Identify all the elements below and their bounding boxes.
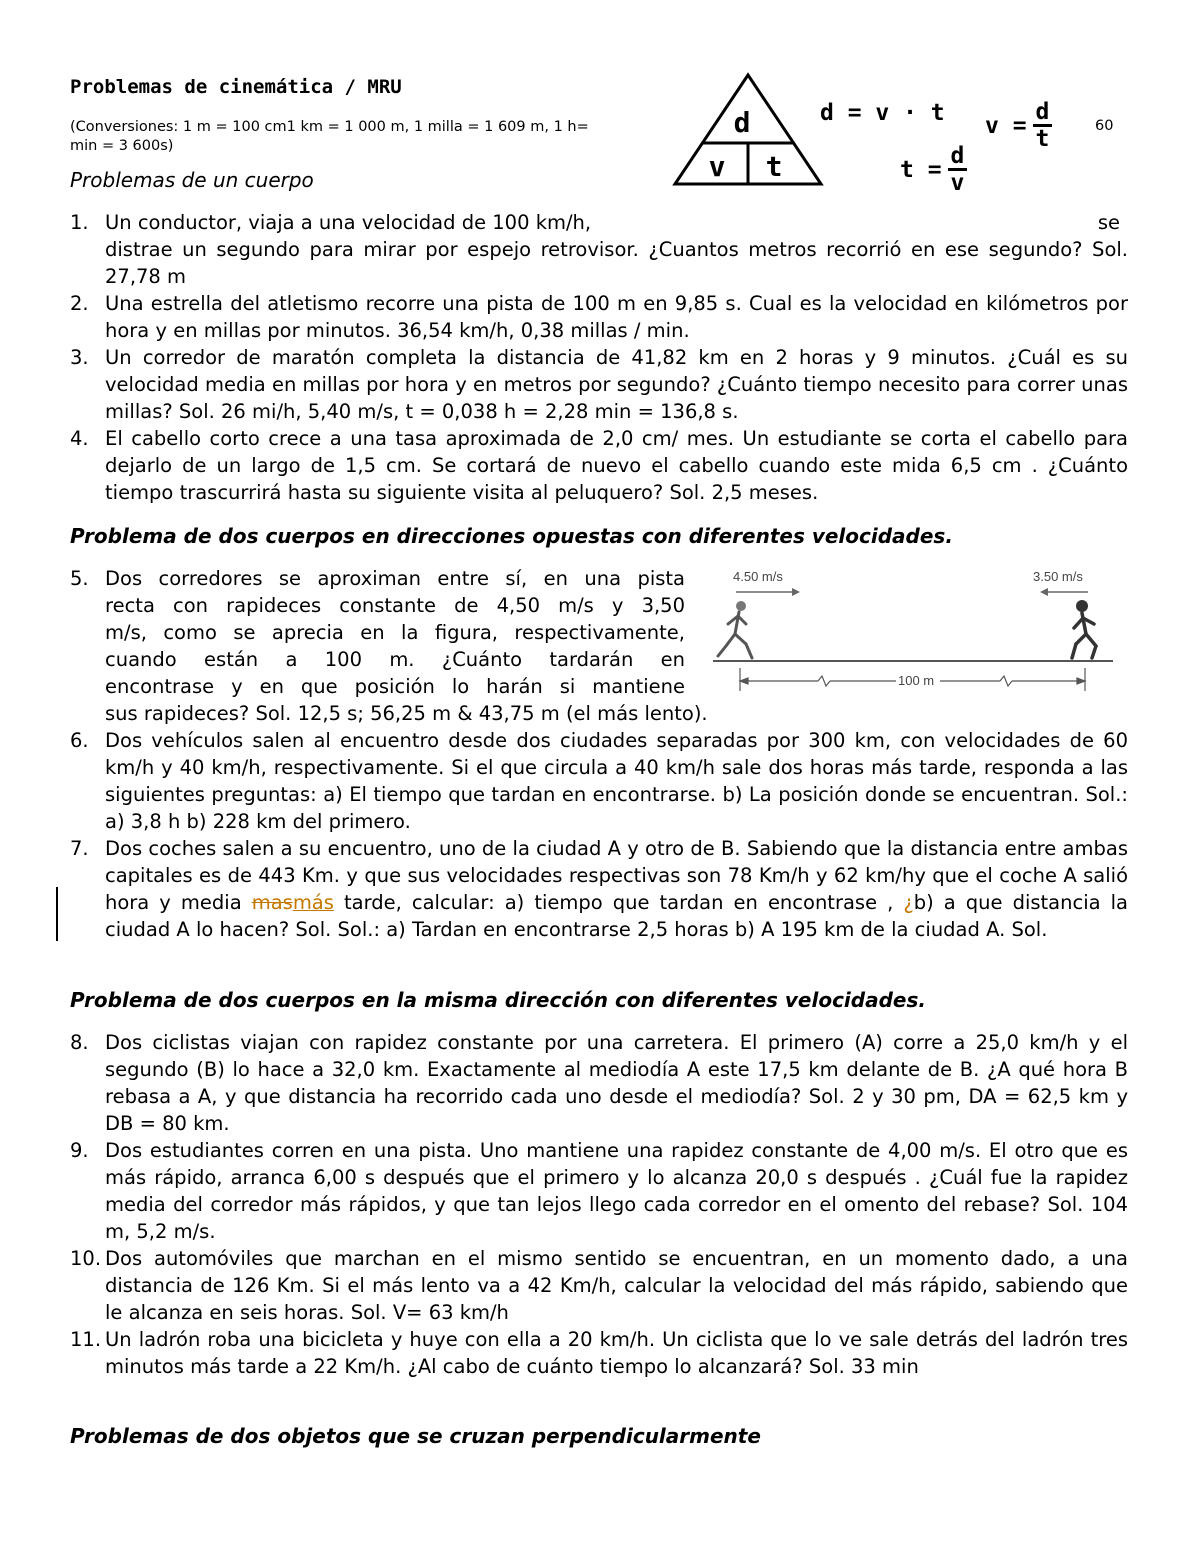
triangle-v: v xyxy=(708,150,726,183)
problem-text: Dos vehículos salen al encuentro desde dos ciudades separadas por 300 km, con velocidades de 60 km/h y 40 km/h, respectivamente. Si el que circula a 40 km/h sale dos horas más tarde, responda a las siguientes preguntas: a) El tiempo que tardan en encontrarse. b) La posición donde se encuentran. Sol.: a) 3,8 h b) 228 km del primero. xyxy=(105,729,1128,833)
speed-right-label: 3.50 m/s xyxy=(1033,569,1083,584)
speed-left-label: 4.50 m/s xyxy=(733,569,783,584)
problem-5-line: cuando están a 100 m. ¿Cuánto tardarán en xyxy=(105,648,685,671)
conversions-60: 60 xyxy=(1095,118,1114,134)
conversions-line-1: (Conversiones: 1 m = 100 cm1 km = 1 000 m, 1 milla = 1 609 m, 1 h= xyxy=(70,119,589,135)
section-heading-one-body: Problemas de un cuerpo xyxy=(70,168,314,192)
problem-5-line: m/s, como se aprecia en la figura, respectivamente, xyxy=(105,621,685,644)
problem-text: El cabello corto crece a una tasa aproximada de 2,0 cm/ mes. Un estudiante se corta el cabello para dejarlo de un largo de 1,5 cm. Se cortará de nuevo el cabello cuando este mida 6,5 cm . ¿Cuánto tiempo trascurrirá hasta su siguiente visita al peluquero? Sol. 2,5 meses. xyxy=(105,427,1128,504)
problem-5-line: encontrase y en que posición lo harán si mantiene xyxy=(105,675,685,698)
problem-2 xyxy=(70,290,1128,344)
problem-text: Dos ciclistas viajan con rapidez constante por una carretera. El primero (A) corre a 25,0 km/h y el segundo (B) lo hace a 32,0 km. Exactamente al mediodía A este 17,5 km delante de B. ¿A qué hora B rebasa a A, y que distancia ha recorrido cada uno desde el mediodía? Sol. 2 y 30 pm, DA = 62,5 km y DB = 80 km. xyxy=(105,1031,1128,1135)
problem-5-line: Dos corredores se aproximan entre sí, en una pista xyxy=(105,567,685,590)
formula-v-fraction xyxy=(1033,100,1053,151)
problem-7-part-c: b) a que distancia la ciudad A lo hacen? Sol. Sol.: a) Tardan en encontrarse 2,5 horas b) A 195 km de la ciudad A. Sol. xyxy=(105,891,1128,941)
problem-6 xyxy=(70,727,1128,835)
problem-text xyxy=(105,835,1128,943)
problem-number: 1. xyxy=(70,211,89,234)
problem-9 xyxy=(70,1137,1128,1245)
arrow-left-icon xyxy=(1040,588,1088,596)
problem-3 xyxy=(70,344,1128,425)
formula-t xyxy=(900,144,967,195)
section-heading-perpendicular: Problemas de dos objetos que se cruzan perpendicularmente xyxy=(70,1424,761,1448)
tracked-deletion: mas xyxy=(251,891,293,914)
problem-number: 10. xyxy=(70,1247,102,1270)
section-heading-same-direction: Problema de dos cuerpos en la misma dirección con diferentes velocidades. xyxy=(70,988,926,1012)
problem-1-part-b: se xyxy=(1097,211,1120,234)
conversions-line-2: min = 3 600s) xyxy=(70,138,174,154)
formula-v xyxy=(985,100,1052,151)
problem-1-part-c: distrae un segundo para mirar por espejo retrovisor. ¿Cuantos metros recorrió en ese segundo? Sol. 27,78 m xyxy=(105,238,1128,288)
problem-7-part-b: tarde, calcular: a) tiempo que tardan en encontrase , xyxy=(333,891,904,914)
problem-number: 7. xyxy=(70,837,89,860)
problem-number: 4. xyxy=(70,427,89,450)
runners-figure xyxy=(708,566,1118,698)
triangle-d: d xyxy=(733,106,751,139)
triangle-t: t xyxy=(765,150,783,183)
problem-5-line: sus rapideces? Sol. 12,5 s; 56,25 m & 43,75 m (el más lento). xyxy=(105,702,708,725)
runner-right-icon xyxy=(1072,600,1096,658)
formula-d: d = v · t xyxy=(820,100,945,126)
runner-left-icon xyxy=(718,601,752,658)
problem-number: 6. xyxy=(70,729,89,752)
formula-v-num: d xyxy=(1033,100,1053,127)
problem-text xyxy=(105,209,1128,290)
formula-t-fraction xyxy=(948,144,968,195)
change-bar xyxy=(56,887,58,941)
page-title: Problemas de cinemática / MRU xyxy=(70,76,402,98)
distance-label: 100 m xyxy=(898,673,935,688)
formula-t-left: t = xyxy=(900,156,942,183)
problem-text: Un ladrón roba una bicicleta y huye con ella a 20 km/h. Un ciclista que lo ve sale detrás del ladrón tres minutos más tarde a 22 Km/h. ¿Al cabo de cuánto tiempo lo alcanzará? Sol. 33 min xyxy=(105,1328,1128,1378)
tracked-insertion: ¿ xyxy=(903,891,914,914)
problem-number: 8. xyxy=(70,1031,89,1054)
problem-11 xyxy=(70,1326,1128,1380)
problem-8 xyxy=(70,1029,1128,1137)
section-heading-opposite-directions: Problema de dos cuerpos en direcciones opuestas con diferentes velocidades. xyxy=(70,524,953,548)
formula-t-num: d xyxy=(948,144,968,171)
problem-list-3 xyxy=(70,1029,1128,1380)
conversions-note xyxy=(70,118,670,156)
formula-t-den: v xyxy=(950,170,965,196)
problem-number: 3. xyxy=(70,346,89,369)
problem-text: Dos automóviles que marchan en el mismo sentido se encuentran, en un momento dado, a una distancia de 126 Km. Si el más lento va a 42 Km/h, calcular la velocidad del más rápido, sabiendo que le alcanza en seis horas. Sol. V= 63 km/h xyxy=(105,1247,1128,1324)
problem-number: 2. xyxy=(70,292,89,315)
formula-v-left: v = xyxy=(985,112,1027,139)
problem-1-first-line xyxy=(105,209,1128,236)
formula-v-den: t xyxy=(1035,126,1050,152)
problem-7-part-a: Dos coches salen a su encuentro, uno de la ciudad A y otro de B. Sabiendo que la distancia entre ambas capitales es de 443 Km. y que sus velocidades respectivas son 78 Km/h y 62 km/hy que el coche A salió hora y media xyxy=(105,837,1128,914)
problem-4 xyxy=(70,425,1128,506)
problem-1 xyxy=(70,209,1128,290)
tracked-insertion: más xyxy=(292,891,334,914)
problem-10 xyxy=(70,1245,1128,1326)
problem-text: Un corredor de maratón completa la distancia de 41,82 km en 2 horas y 9 minutos. ¿Cuál es su velocidad media en millas por hora y en metros por segundo? ¿Cuánto tiempo necesito para correr unas millas? Sol. 26 mi/h, 5,40 m/s, t = 0,038 h = 2,28 min = 136,8 s. xyxy=(105,346,1128,423)
problem-number: 11. xyxy=(70,1328,102,1351)
dvt-triangle-diagram xyxy=(672,72,824,188)
arrow-right-icon xyxy=(736,588,800,596)
problem-number: 5. xyxy=(70,567,89,590)
problem-7 xyxy=(70,835,1128,943)
problem-list-1 xyxy=(70,209,1128,506)
problem-5-line: recta con rapideces constante de 4,50 m/s y 3,50 xyxy=(105,594,685,617)
problem-text: Una estrella del atletismo recorre una pista de 100 m en 9,85 s. Cual es la velocidad en kilómetros por hora y en millas por minutos. 36,54 km/h, 0,38 millas / min. xyxy=(105,292,1128,342)
problem-1-part-a: Un conductor, viaja a una velocidad de 100 km/h, xyxy=(105,211,592,234)
problem-text: Dos estudiantes corren en una pista. Uno mantiene una rapidez constante de 4,00 m/s. El otro que es más rápido, arranca 6,00 s después que el primero y lo alcanza 20,0 s después . ¿Cuál fue la rapidez media del corredor más rápidos, y que tan lejos llego cada corredor en el omento del rebase? Sol. 104 m, 5,2 m/s. xyxy=(105,1139,1128,1243)
problem-number: 9. xyxy=(70,1139,89,1162)
